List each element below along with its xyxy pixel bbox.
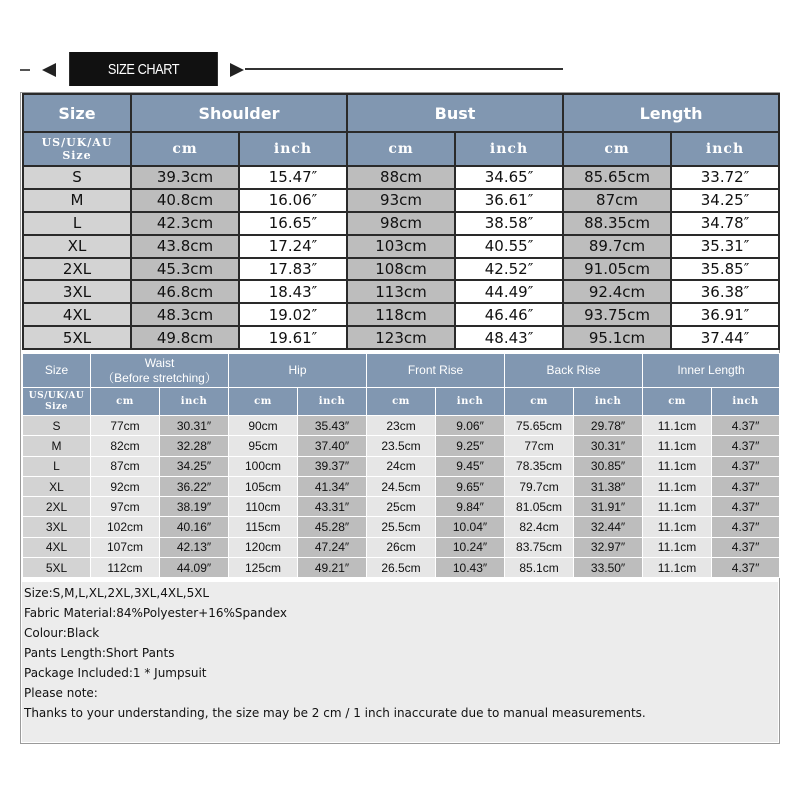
cm-value-cell: 93.75cm: [563, 303, 671, 326]
header-dash: [20, 69, 30, 71]
unit-cm: cm: [91, 388, 160, 416]
unit-cm: cm: [505, 388, 574, 416]
inch-value-cell: 18.43″: [239, 280, 347, 303]
inch-value-cell: 44.49″: [455, 280, 563, 303]
size-cell: XL: [23, 235, 131, 258]
waist-subtitle: （Before stretching）: [102, 370, 217, 385]
inch-value-cell: 31.38″: [574, 476, 643, 496]
front-rise-header: Front Rise: [367, 354, 505, 388]
inch-value-cell: 44.09″: [160, 558, 229, 578]
table-row: [23, 497, 780, 517]
cm-value-cell: 11.1cm: [643, 537, 712, 557]
note-accuracy: Thanks to your understanding, the size may be 2 cm / 1 inch inaccurate due to manual measurements.: [24, 706, 646, 720]
size-chart-title: SIZE CHART: [69, 52, 218, 86]
shoulder-header: Shoulder: [131, 94, 347, 132]
size-cell: M: [23, 189, 131, 212]
inch-value-cell: 15.47″: [239, 166, 347, 189]
top-size-table: [22, 93, 780, 350]
inch-value-cell: 33.50″: [574, 558, 643, 578]
note-pants-length: Pants Length:Short Pants: [24, 646, 175, 660]
cm-value-cell: 107cm: [91, 537, 160, 557]
bust-header: Bust: [347, 94, 563, 132]
bottom-table-body: [23, 416, 780, 578]
note-sizes: Size:S,M,L,XL,2XL,3XL,4XL,5XL: [24, 586, 210, 600]
unit-cm: cm: [347, 132, 455, 166]
region-size-header: [23, 388, 91, 416]
inch-value-cell: 43.31″: [298, 497, 367, 517]
inch-value-cell: 34.78″: [671, 212, 779, 235]
cm-value-cell: 11.1cm: [643, 558, 712, 578]
region-label: US/UK/AU: [28, 390, 85, 401]
cm-value-cell: 25.5cm: [367, 517, 436, 537]
inch-value-cell: 40.55″: [455, 235, 563, 258]
inch-value-cell: 10.04″: [436, 517, 505, 537]
cm-value-cell: 97cm: [91, 497, 160, 517]
size-cell: M: [23, 436, 91, 456]
inch-value-cell: 4.37″: [712, 416, 780, 436]
inch-value-cell: 36.38″: [671, 280, 779, 303]
region-size-header: [23, 132, 131, 166]
table-row: [23, 476, 780, 496]
table-row: [23, 235, 779, 258]
size-cell: 5XL: [23, 326, 131, 349]
table-row: [23, 212, 779, 235]
inch-value-cell: 33.72″: [671, 166, 779, 189]
inch-value-cell: 32.97″: [574, 537, 643, 557]
cm-value-cell: 75.65cm: [505, 416, 574, 436]
cm-value-cell: 11.1cm: [643, 517, 712, 537]
table-row: [23, 416, 780, 436]
inch-value-cell: 30.31″: [160, 416, 229, 436]
cm-value-cell: 24.5cm: [367, 476, 436, 496]
inch-value-cell: 30.31″: [574, 436, 643, 456]
cm-value-cell: 103cm: [347, 235, 455, 258]
table-row: [23, 456, 780, 476]
cm-value-cell: 46.8cm: [131, 280, 239, 303]
cm-value-cell: 123cm: [347, 326, 455, 349]
cm-value-cell: 23cm: [367, 416, 436, 436]
size-label: Size: [45, 401, 68, 412]
cm-value-cell: 79.7cm: [505, 476, 574, 496]
cm-value-cell: 115cm: [229, 517, 298, 537]
unit-header-row: [23, 132, 779, 166]
waist-header: [91, 354, 229, 388]
hip-header: Hip: [229, 354, 367, 388]
inch-value-cell: 9.65″: [436, 476, 505, 496]
waist-title: Waist: [144, 355, 175, 370]
cm-value-cell: 24cm: [367, 456, 436, 476]
cm-value-cell: 25cm: [367, 497, 436, 517]
cm-value-cell: 95.1cm: [563, 326, 671, 349]
table-header-row: [23, 354, 780, 388]
inch-value-cell: 4.37″: [712, 558, 780, 578]
inch-value-cell: 32.28″: [160, 436, 229, 456]
note-material: Fabric Material:84%Polyester+16%Spandex: [24, 606, 287, 620]
inch-value-cell: 37.44″: [671, 326, 779, 349]
cm-value-cell: 100cm: [229, 456, 298, 476]
inch-value-cell: 42.13″: [160, 537, 229, 557]
cm-value-cell: 85.1cm: [505, 558, 574, 578]
unit-cm: cm: [643, 388, 712, 416]
cm-value-cell: 82cm: [91, 436, 160, 456]
inch-value-cell: 32.44″: [574, 517, 643, 537]
inch-value-cell: 9.84″: [436, 497, 505, 517]
cm-value-cell: 11.1cm: [643, 476, 712, 496]
inch-value-cell: 4.37″: [712, 517, 780, 537]
inch-value-cell: 10.24″: [436, 537, 505, 557]
inch-value-cell: 4.37″: [712, 456, 780, 476]
inch-value-cell: 46.46″: [455, 303, 563, 326]
table-row: [23, 280, 779, 303]
unit-cm: cm: [367, 388, 436, 416]
inch-value-cell: 16.06″: [239, 189, 347, 212]
size-cell: 2XL: [23, 497, 91, 517]
cm-value-cell: 26.5cm: [367, 558, 436, 578]
cm-value-cell: 113cm: [347, 280, 455, 303]
arrow-left-icon: [42, 63, 56, 77]
inner-length-header: Inner Length: [643, 354, 780, 388]
unit-inch: inch: [436, 388, 505, 416]
table-row: [23, 166, 779, 189]
cm-value-cell: 11.1cm: [643, 456, 712, 476]
table-row: [23, 517, 780, 537]
size-cell: 5XL: [23, 558, 91, 578]
inch-value-cell: 30.85″: [574, 456, 643, 476]
size-chart-header: [0, 0, 800, 90]
inch-value-cell: 35.85″: [671, 258, 779, 281]
cm-value-cell: 87cm: [91, 456, 160, 476]
table-row: [23, 189, 779, 212]
inch-value-cell: 36.22″: [160, 476, 229, 496]
inch-value-cell: 16.65″: [239, 212, 347, 235]
cm-value-cell: 43.8cm: [131, 235, 239, 258]
inch-value-cell: 19.61″: [239, 326, 347, 349]
inch-value-cell: 4.37″: [712, 497, 780, 517]
cm-value-cell: 118cm: [347, 303, 455, 326]
cm-value-cell: 11.1cm: [643, 497, 712, 517]
cm-value-cell: 11.1cm: [643, 436, 712, 456]
inch-value-cell: 4.37″: [712, 537, 780, 557]
inch-value-cell: 38.19″: [160, 497, 229, 517]
inch-value-cell: 45.28″: [298, 517, 367, 537]
inch-value-cell: 10.43″: [436, 558, 505, 578]
inch-value-cell: 17.83″: [239, 258, 347, 281]
cm-value-cell: 40.8cm: [131, 189, 239, 212]
cm-value-cell: 125cm: [229, 558, 298, 578]
inch-value-cell: 47.24″: [298, 537, 367, 557]
region-label: US/UK/AU: [41, 136, 113, 149]
inch-value-cell: 41.34″: [298, 476, 367, 496]
note-package: Package Included:1 * Jumpsuit: [24, 666, 207, 680]
cm-value-cell: 48.3cm: [131, 303, 239, 326]
inch-value-cell: 34.25″: [671, 189, 779, 212]
cm-value-cell: 87cm: [563, 189, 671, 212]
cm-value-cell: 85.65cm: [563, 166, 671, 189]
inch-value-cell: 4.37″: [712, 436, 780, 456]
length-header: Length: [563, 94, 779, 132]
unit-header-row: [23, 388, 780, 416]
table-row: [23, 537, 780, 557]
inch-value-cell: 40.16″: [160, 517, 229, 537]
unit-cm: cm: [131, 132, 239, 166]
cm-value-cell: 49.8cm: [131, 326, 239, 349]
inch-value-cell: 39.37″: [298, 456, 367, 476]
size-label: Size: [62, 149, 92, 162]
inch-value-cell: 37.40″: [298, 436, 367, 456]
size-cell: S: [23, 166, 131, 189]
inch-value-cell: 35.43″: [298, 416, 367, 436]
cm-value-cell: 93cm: [347, 189, 455, 212]
inch-value-cell: 36.91″: [671, 303, 779, 326]
cm-value-cell: 26cm: [367, 537, 436, 557]
arrow-right-icon: [230, 63, 244, 77]
cm-value-cell: 42.3cm: [131, 212, 239, 235]
cm-value-cell: 83.75cm: [505, 537, 574, 557]
size-cell: 4XL: [23, 537, 91, 557]
cm-value-cell: 82.4cm: [505, 517, 574, 537]
size-column-header: Size: [23, 94, 131, 132]
cm-value-cell: 45.3cm: [131, 258, 239, 281]
cm-value-cell: 92cm: [91, 476, 160, 496]
inch-value-cell: 34.65″: [455, 166, 563, 189]
inch-value-cell: 17.24″: [239, 235, 347, 258]
size-cell: XL: [23, 476, 91, 496]
unit-inch: inch: [160, 388, 229, 416]
cm-value-cell: 89.7cm: [563, 235, 671, 258]
inch-value-cell: 9.25″: [436, 436, 505, 456]
cm-value-cell: 95cm: [229, 436, 298, 456]
cm-value-cell: 110cm: [229, 497, 298, 517]
unit-inch: inch: [239, 132, 347, 166]
size-cell: S: [23, 416, 91, 436]
cm-value-cell: 77cm: [91, 416, 160, 436]
cm-value-cell: 88cm: [347, 166, 455, 189]
cm-value-cell: 92.4cm: [563, 280, 671, 303]
table-header-row: [23, 94, 779, 132]
cm-value-cell: 112cm: [91, 558, 160, 578]
cm-value-cell: 90cm: [229, 416, 298, 436]
cm-value-cell: 120cm: [229, 537, 298, 557]
unit-inch: inch: [455, 132, 563, 166]
cm-value-cell: 102cm: [91, 517, 160, 537]
inch-value-cell: 19.02″: [239, 303, 347, 326]
unit-inch: inch: [712, 388, 780, 416]
inch-value-cell: 49.21″: [298, 558, 367, 578]
size-cell: L: [23, 456, 91, 476]
top-table-body: [23, 166, 779, 349]
inch-value-cell: 34.25″: [160, 456, 229, 476]
cm-value-cell: 78.35cm: [505, 456, 574, 476]
cm-value-cell: 39.3cm: [131, 166, 239, 189]
cm-value-cell: 105cm: [229, 476, 298, 496]
size-cell: 3XL: [23, 517, 91, 537]
cm-value-cell: 108cm: [347, 258, 455, 281]
header-divider: [245, 68, 563, 70]
unit-inch: inch: [574, 388, 643, 416]
size-cell: L: [23, 212, 131, 235]
inch-value-cell: 38.58″: [455, 212, 563, 235]
unit-inch: inch: [671, 132, 779, 166]
size-cell: 3XL: [23, 280, 131, 303]
cm-value-cell: 23.5cm: [367, 436, 436, 456]
note-colour: Colour:Black: [24, 626, 100, 640]
size-cell: 2XL: [23, 258, 131, 281]
table-row: [23, 258, 779, 281]
inch-value-cell: 36.61″: [455, 189, 563, 212]
table-row: [23, 303, 779, 326]
inch-value-cell: 42.52″: [455, 258, 563, 281]
inch-value-cell: 31.91″: [574, 497, 643, 517]
cm-value-cell: 91.05cm: [563, 258, 671, 281]
note-please-note: Please note:: [24, 686, 98, 700]
bottom-size-table: [22, 353, 780, 578]
inch-value-cell: 4.37″: [712, 476, 780, 496]
back-rise-header: Back Rise: [505, 354, 643, 388]
inch-value-cell: 9.45″: [436, 456, 505, 476]
table-row: [23, 326, 779, 349]
unit-cm: cm: [563, 132, 671, 166]
table-row: [23, 436, 780, 456]
cm-value-cell: 98cm: [347, 212, 455, 235]
inch-value-cell: 35.31″: [671, 235, 779, 258]
cm-value-cell: 77cm: [505, 436, 574, 456]
unit-inch: inch: [298, 388, 367, 416]
inch-value-cell: 29.78″: [574, 416, 643, 436]
size-column-header: Size: [23, 354, 91, 388]
table-row: [23, 558, 780, 578]
size-cell: 4XL: [23, 303, 131, 326]
unit-cm: cm: [229, 388, 298, 416]
inch-value-cell: 48.43″: [455, 326, 563, 349]
cm-value-cell: 81.05cm: [505, 497, 574, 517]
cm-value-cell: 88.35cm: [563, 212, 671, 235]
product-notes: [22, 582, 778, 742]
inch-value-cell: 9.06″: [436, 416, 505, 436]
cm-value-cell: 11.1cm: [643, 416, 712, 436]
